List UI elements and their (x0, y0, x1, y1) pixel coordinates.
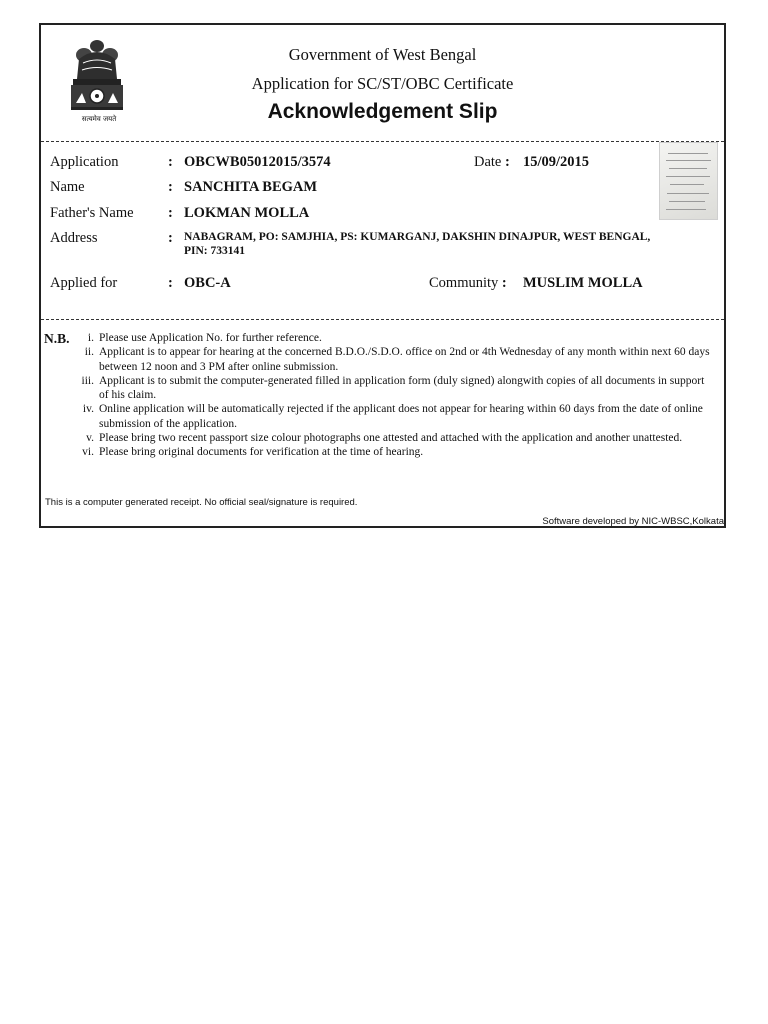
receipt-note: This is a computer generated receipt. No official seal/signature is required. (45, 497, 358, 508)
community-colon: : (501, 275, 507, 291)
instruction-item (66, 402, 711, 431)
instruction-number: v. (86, 432, 94, 445)
instruction-number: vi. (82, 446, 94, 459)
applied-for-colon: : (168, 275, 173, 291)
address-line-2: PIN: 733141 (184, 245, 246, 257)
fields-divider (41, 319, 724, 320)
father-name-colon: : (168, 205, 173, 221)
header-application-type: Application for SC/ST/OBC Certificate (251, 74, 514, 93)
date-label (474, 154, 510, 171)
application-value: OBCWB05012015/3574 (184, 154, 331, 170)
instruction-text: Please use Application No. for further reference. (99, 332, 322, 344)
name-colon: : (168, 179, 173, 195)
application-colon: : (168, 154, 173, 170)
instruction-item (66, 374, 711, 403)
name-value: SANCHITA BEGAM (184, 179, 318, 195)
instructions-list (66, 331, 711, 460)
header-divider (41, 141, 724, 142)
name-label: Name (50, 179, 85, 195)
instruction-number: i. (87, 332, 94, 344)
instruction-text: Please bring original documents for verification at the time of hearing. (99, 446, 424, 459)
nb-label: N.B. (44, 331, 70, 346)
page-title: Acknowledgement Slip (267, 100, 498, 123)
header-government: Government of West Bengal (288, 45, 477, 64)
address-colon: : (168, 230, 173, 246)
date-value: 15/09/2015 (523, 154, 590, 170)
instruction-item (66, 345, 711, 374)
acknowledgement-slip (39, 23, 726, 528)
date-label-text: Date (474, 154, 502, 170)
instruction-number: ii. (84, 346, 94, 359)
date-colon: : (505, 154, 510, 170)
address-line-1: NABAGRAM, PO: SAMJHIA, PS: KUMARGANJ, DAKSHIN DINAJPUR, WEST BENGAL, (184, 231, 651, 243)
father-name-value: LOKMAN MOLLA (184, 205, 310, 221)
father-name-label: Father's Name (50, 205, 134, 221)
instruction-number: iii. (81, 374, 94, 387)
instruction-text: Applicant is to submit the computer-generated filled in application form (duly signed) alongwith copies of all documents in support of his claim. (99, 374, 705, 402)
instruction-item (66, 445, 711, 459)
applied-for-value: OBC-A (184, 275, 231, 291)
instruction-text: Online application will be automatically rejected if the applicant does not appear for hearing within 60 days from the date of online submission of the application. (99, 403, 703, 430)
instruction-text: Applicant is to appear for hearing at the concerned B.D.O./S.D.O. office on 2nd or 4th Wednesday of any month within next 60 days between 12 noon and 3 PM after online submission. (99, 346, 710, 373)
community-label-text: Community (429, 275, 499, 291)
instruction-text: Please bring two recent passport size colour photographs one attested and attached with the application and another unattested. (99, 432, 683, 445)
application-label: Application (50, 154, 119, 170)
instruction-item (66, 431, 711, 445)
instruction-item (66, 331, 711, 345)
developer-credit: Software developed by NIC-WBSC,Kolkata (542, 516, 724, 527)
instruction-number: iv. (82, 403, 94, 416)
community-label (429, 275, 507, 292)
applicant-photo (659, 142, 718, 220)
address-label: Address (50, 230, 98, 246)
emblem-motto: सत्यमेव जयते (81, 115, 117, 123)
applied-for-label: Applied for (50, 275, 118, 291)
community-value: MUSLIM MOLLA (523, 275, 643, 291)
